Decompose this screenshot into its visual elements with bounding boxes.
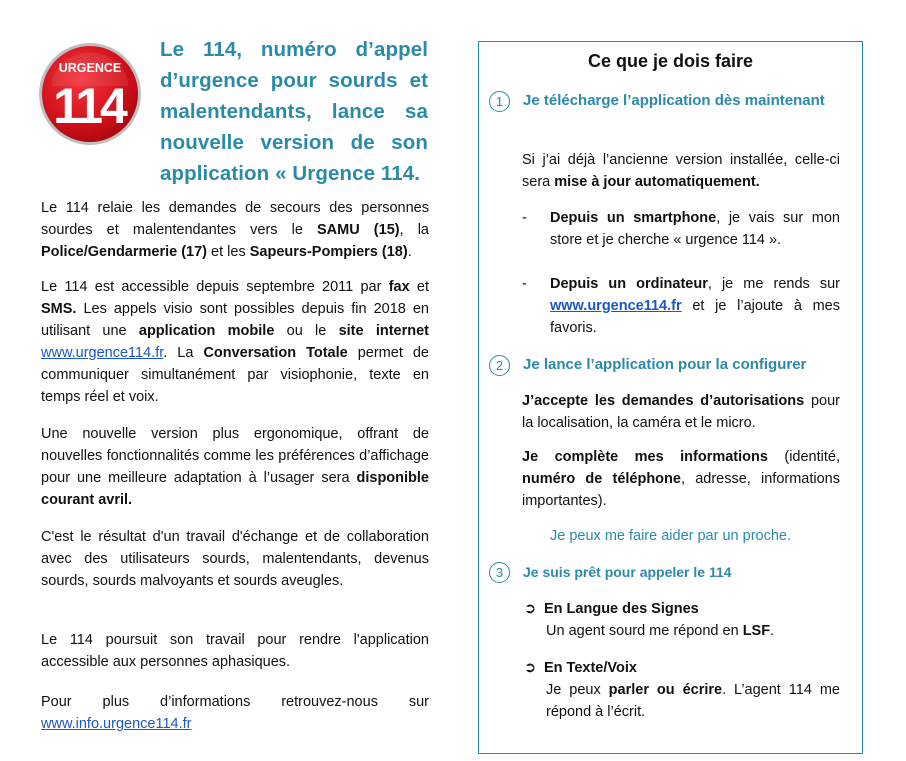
option-text-voice <box>524 657 840 723</box>
text: Le 114 est accessible depuis septembre 2011 par <box>41 279 389 295</box>
paragraph-collaboration: C'est le résultat d'un travail d'échange et de collaboration avec des utilisateurs sourds, malentendants, devenus sourds, sourds malvoyants et sourds aveugles. <box>41 529 429 589</box>
site-label: site internet <box>338 323 430 339</box>
conversation-totale-label: Conversation Totale <box>203 345 348 361</box>
step-number-3: 3 <box>489 562 510 583</box>
text: (identité, <box>767 449 840 465</box>
urgence114-link[interactable]: www.urgence114.fr <box>550 298 682 314</box>
text: pour la localisation, la caméra et le micro. <box>522 393 840 431</box>
pompiers-label: Sapeurs-Pompiers (18) <box>249 244 408 260</box>
paragraph-relay <box>41 197 429 263</box>
option-sign-language <box>524 598 840 642</box>
phone-number-label: numéro de téléphone <box>522 471 681 487</box>
list-item-computer <box>522 273 840 339</box>
text: Les appels visio sont possibles depuis fin 2018 en utilisant une <box>41 301 429 339</box>
permissions-label: J’accepte les demandes d’autorisations <box>522 393 805 409</box>
samu-label: SAMU (15) <box>317 222 400 238</box>
step-2-title: Je lance l’application pour la configurer <box>523 356 807 373</box>
info-urgence114-link[interactable]: www.info.urgence114.fr <box>41 716 192 732</box>
headline: Le 114, numéro d’appel d’urgence pour sourds et malentendants, lance sa nouvelle version de son application « Urgence 114. <box>160 38 428 185</box>
text: et les <box>207 244 250 260</box>
logo-number-text: 114 <box>53 78 125 134</box>
paragraph-more-info: Pour plus d’informations retrouvez-nous sur <box>41 694 429 710</box>
step-3-heading <box>489 560 844 584</box>
lsf-label: LSF <box>742 623 771 639</box>
auto-update-label: mise à jour automatiquement. <box>554 174 760 190</box>
paragraph-aphasia: Le 114 poursuit son travail pour rendre l'application accessible aux personnes aphasiques. <box>41 632 429 670</box>
text: Je peux <box>546 682 609 698</box>
text: Si j’ai déjà l’ancienne version installée, celle-ci sera <box>522 152 840 190</box>
dash-bullet: - <box>522 276 527 292</box>
text: , je vais sur mon store et je cherche « urgence 114 ». <box>550 210 840 248</box>
arrow-icon: ➲ <box>524 601 537 617</box>
urgence-114-logo <box>38 42 142 146</box>
step-2-information <box>522 446 840 512</box>
arrow-icon: ➲ <box>524 660 537 676</box>
smartphone-label: Depuis un smartphone <box>550 210 717 226</box>
step-1-heading <box>489 89 844 113</box>
text: . <box>407 244 412 260</box>
text: , la <box>399 222 430 238</box>
text: . <box>770 623 775 639</box>
step-2-permissions <box>522 390 840 434</box>
text: , je me rends sur <box>707 276 840 292</box>
app-label: application mobile <box>138 323 275 339</box>
dash-bullet: - <box>522 210 527 226</box>
urgence114-link[interactable]: www.urgence114.fr <box>41 345 164 361</box>
step-1-title: Je télécharge l’application dès maintenant <box>523 92 825 109</box>
text-voice-title: En Texte/Voix <box>544 660 637 676</box>
step-number-1: 1 <box>489 91 510 112</box>
text: ou le <box>274 323 339 339</box>
text: Une nouvelle version plus ergonomique, offrant de nouvelles fonctionnalités comme les préférences d’affichage pour une meilleure adaptation à l’usager sera <box>41 426 429 486</box>
logo-badge-text: URGENCE <box>58 61 122 75</box>
text: Un agent sourd me répond en <box>546 623 743 639</box>
availability-label: disponible courant avril. <box>41 470 429 508</box>
help-note: Je peux me faire aider par un proche. <box>550 528 791 544</box>
sign-language-title: En Langue des Signes <box>544 601 699 617</box>
police-label: Police/Gendarmerie (17) <box>41 244 208 260</box>
text: et je l’ajoute à mes favoris. <box>550 298 840 336</box>
step-2-heading <box>489 353 844 377</box>
step-1-intro <box>522 149 840 193</box>
text: . L’agent 114 me répond à l’écrit. <box>546 682 840 720</box>
text: et <box>409 279 430 295</box>
paragraph-new-version <box>41 423 429 511</box>
text: Le 114 relaie les demandes de secours des personnes sourdes et malentendantes vers le <box>41 200 429 238</box>
text: , adresse, informations importantes). <box>522 471 840 509</box>
paragraph-access <box>41 276 429 408</box>
computer-label: Depuis un ordinateur <box>550 276 708 292</box>
speak-write-label: parler ou écrire <box>608 682 723 698</box>
list-item-smartphone <box>522 207 840 251</box>
sms-label: SMS. <box>41 301 77 317</box>
text: . La <box>163 345 204 361</box>
text: permet de communiquer simultanément par visiophonie, texte en temps réel et voix. <box>41 345 429 405</box>
step-3-title: Je suis prêt pour appeler le 114 <box>523 564 732 580</box>
box-title: Ce que je dois faire <box>587 51 754 71</box>
fax-label: fax <box>388 279 410 295</box>
todo-box <box>478 41 863 754</box>
complete-info-label: Je complète mes informations <box>522 449 768 465</box>
step-number-2: 2 <box>489 355 510 376</box>
